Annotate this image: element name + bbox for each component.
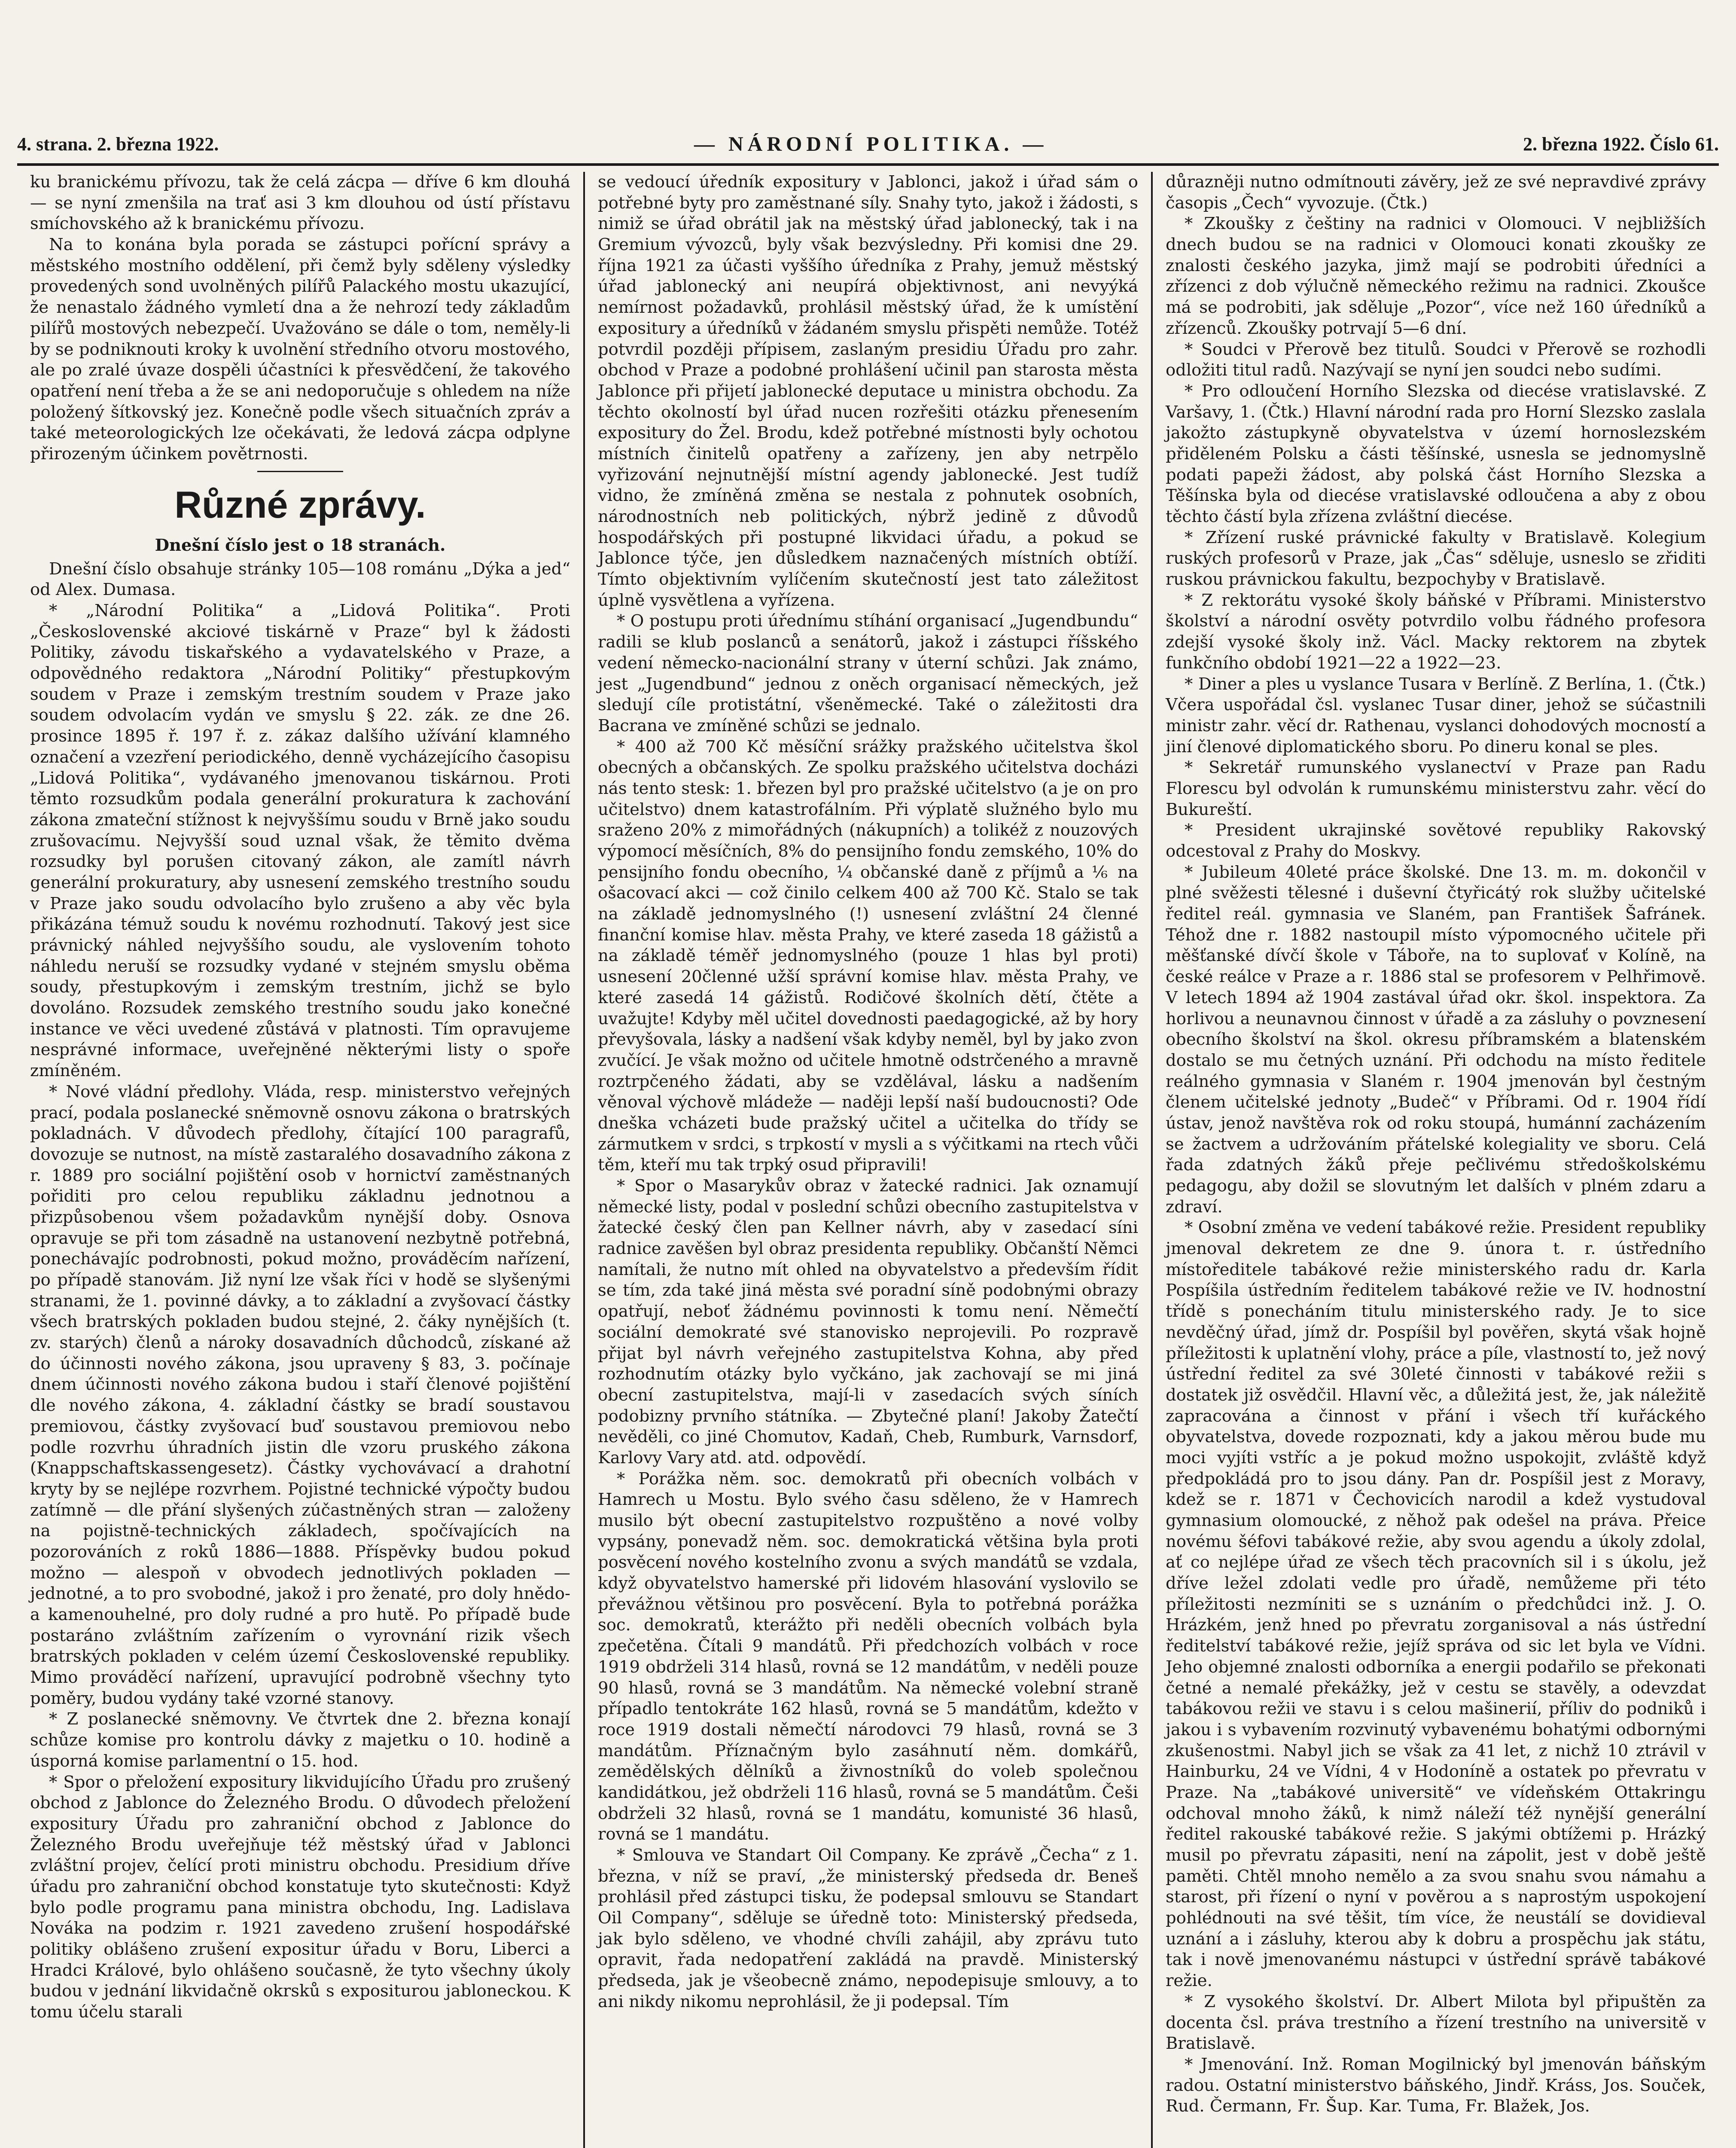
section-title: Různé zprávy. — [174, 483, 426, 526]
news-item: * Z rektorátu vysoké školy báňské v Příbrami. Ministerstvo školství a národní osvěty potvrdilo volbu řádného profesora zdejší vysoké školy inž. Václ. Macky rektorem na zbytek funkčního období 1921—22 a 1922—23. — [1166, 590, 1706, 673]
news-item: * Z poslanecké sněmovny. Ve čtvrtek dne 2. března konají schůze komise pro kontrolu dávky z majetku o 10. hodině a úsporná komise parlamentní o 15. hod. — [30, 1709, 570, 1771]
article-text: Na to konána byla porada se zástupci pořícní správy a městského mostního oddělení, při čemž byly sděleny výsledky provedených sond uvolněných pilířů Palackého mostu ukazující, že nenastalo žádného vymletí dna a že nehrozí tedy základům pilířů mostových nebezpečí. Uvažováno se dále o tom, neměly-li by se podniknouti kroky k uvolnění středního otvoru mostového, ale po zralé úvaze dospěli účastníci k přesvědčení, že takového opatření není třeba a že se ani nedoporučuje s ohledem na níže položený šítkovský jez. Konečně podle všech situačních zpráv a také meteorologických lze očekávati, že ledová zácpa odplyne přirozeným účinkem povětrnosti. — [30, 235, 570, 464]
header-rule — [17, 163, 1719, 166]
news-item: * Zřízení ruské právnické fakulty v Bratislavě. Kolegium ruských profesorů v Praze, jak „Čas“ sděluje, usneslo se zřiditi ruskou právnickou fakultu, bezpochyby v Bratislavě. — [1166, 528, 1706, 589]
news-item: * Nové vládní předlohy. Vláda, resp. ministerstvo veřejných prací, podala poslanecké sněmovně osnovu zákona o bratrských pokladnách. V důvodech předlohy, čítající 100 paragrafů, dovozuje se nutnost, na místě zastaralého dosavadního zákona z r. 1889 pro sociální pojištění osob v hornictví zaměstnaných pořiditi pro celou republiku základnu jednotnou a přizpůsobenou všem požadavkům nynější doby. Osnova opravuje se při tom zásadně na ustanovení nezbytně potřebná, ponechávajíc podrobnosti, pokud možno, prováděcím nařízení, po případě stanovám. Již nyní lze však říci v hodě se slyšenými stranami, že 1. povinné dávky, a to základní a zvyšovací částky všech bratrských pokladen budou stejné, 2. čáky nynějších (t. zv. starých) členů a nároky dosavadních důchodců, získané až do účinnosti nového zákona, jsou upraveny § 83, 3. počínaje dnem účinnosti nového zákona budou i staří členové pojištění dle nového zákona, 4. základní částky se bradí soustavou premiovou, částky zvyšovací buď soustavou premiovou nebo podle rozvrhu úhradních jistin dle vzoru pruského zákona (Knappschaftskassengesetz). Částky vychovávací a drahotní kryty by se nejlépe rozvrhem. Pojistné technické výpočty budou zatímně — dle přání slyšených zúčastněných stran — založeny na pojistně-technických základech, spočívajících na pozorováních z roků 1886—1888. Příspěvky budou pokud možno — alespoň v obvodech jednotlivých pokladen — jednotné, a to pro svobodné, jakož i pro ženaté, pro doly hnědo- a kamenouhelné, pro doly rudné a pro hutě. Po případě bude postaráno zvláštním zařízením o vyrovnání rizik všech bratrských pokladen v celém území Československé republiky. Mimo prováděcí nařízení, upravující podrobně všechny tyto poměry, budou vydány také vzorné stanovy. — [30, 1082, 570, 1708]
news-item: * Smlouva ve Standart Oil Company. Ke zprávě „Čecha“ z 1. března, v níž se praví, „že ministerský předseda dr. Beneš prohlásil před zástupci tisku, že podepsal smlouvu se Standart Oil Company“, sděluje se úředně toto: Ministerský předseda, jak bylo sděleno, ve vhodné chvíli zahájil, aby zprávu tuto opravit, řada nedopatření zakládá na pravdě. Ministerský předseda, jak je všeobecně známo, nepodepisuje smlouvy, a to ani nikdy nikomu neprohlásil, že ji podepsal. Tím — [598, 1846, 1138, 2011]
news-item: * „Národní Politika“ a „Lidová Politika“. Proti „Československé akciové tiskárně v Praze“ byl k žádosti Politiky, závodu tiskařského a vydavatelského v Praze, a odpovědného redaktora „Národní Politiky“ přestupkovým soudem v Praze i zemským trestním soudem v Praze jako soudem odvolacím vydán ve smyslu § 22. zák. ze dne 26. prosince 1895 ř. 197 ř. z. zákaz dalšího užívání klamného označení a vzezření periodického, denně vycházejícího časopisu „Lidová Politika“, vydávaného jmenovanou tiskárnou. Proti těmto rozsudkům podala generální prokuratura k zachování zákona zmateční stížnost k nejvyššímu soudu v Brně jako soudu zrušovacímu. Nejvyšší soud uznal však, že těmito dvěma rozsudky byl porušen citovaný zákon, ale zamítl návrh generální prokuratury, aby usnesení zemského trestního soudu v Praze jako soudu odvolacího bylo zrušeno a aby věc byla přikázána témuž soudu k novému rozhodnutí. Takový jest sice právnický náhled nejvyššího soudu, ale vyslovením tohoto náhledu neruší se rozsudky vydané v stejném smyslu oběma soudy, přestupkovým i zemským trestním, jichž se bylo dovoláno. Rozsudek zemského trestního soudu jako konečné instance ve věci uvedené zůstává v platnosti. Tím opravujeme nesprávné informace, uveřejněné některými listy o spoře zmíněném. — [30, 601, 570, 1081]
news-item: * Z vysokého školství. Dr. Albert Milota byl připuštěn za docenta čsl. práva trestního a řízení trestního na universitě v Bratislavě. — [1166, 1992, 1706, 2053]
news-item: * President ukrajinské sovětové republiky Rakovský odcestoval z Prahy do Moskvy. — [1166, 821, 1706, 861]
news-item: * Porážka něm. soc. demokratů při obecních volbách v Hamrech u Mostu. Bylo svého času sděleno, že v Hamrech musilo být obecní zastupitelstvo rozpuštěno a nové volby vypsány, ponevadž něm. soc. demokratická většina byla proti posvěcení nového kostelního zvonu a svých mandátů se vzdala, když obyvatelstvo hamerské při lidovém hlasování vyslovilo se převážnou většinou pro posvěcení. Byla to potřebná porážka soc. demokratů, kterážto při neděli obecních volbách byla zpečetěna. Čítali 9 mandátů. Při předchozích volbách v roce 1919 obdrželi 314 hlasů, rovná se 12 mandátům, v neděli pouze 90 hlasů, rovná se 3 mandátům. Na německé volební straně případlo tentokráte 162 hlasů, rovná se 5 mandátům, kdežto v roce 1919 dostali němečtí národovci 79 hlasů, rovná se 3 mandátům. Příznačným bylo zasáhnutí něm. domkářů, zemědělských dělníků a živnostníků do voleb společnou kandidátkou, jež obdrželi 116 hlasů, rovná se 5 mandátům. Češi obdrželi 32 hlasů, rovná se 1 mandátu, komunisté 36 hlasů, rovná se 1 mandátu. — [598, 1469, 1138, 1844]
news-item: * Soudci v Přerově bez titulů. Soudci v Přerově se rozhodli odložiti titul radů. Nazývají se nyní jen soudci nebo sudími. — [1166, 339, 1706, 380]
divider — [257, 471, 343, 472]
article-text: ku branickému přívozu, tak že celá zácpa — dříve 6 km dlouhá — se nyní zmenšila na trať asi 3 km dlouhou od ústí přístavu smíchovského až k branickému přívozu. — [30, 172, 570, 234]
news-item: * Sekretář rumunského vyslanectví v Praze pan Radu Florescu byl odvolán k rumunskému ministerstvu zahr. věcí do Bukureští. — [1166, 758, 1706, 819]
news-item: * Jubileum 40leté práce školské. Dne 13. m. m. dokončil v plné svěžesti tělesné i duševní čtyřicátý rok služby učitelské ředitel reál. gymnasia ve Slaném, pan František Šafránek. Téhož dne r. 1882 nastoupil místo výpomocného učitele při měšťanské dívčí škole v Táboře, na to suplovať v Kolíně, na české reálce v Praze a r. 1886 stal se profesorem v Pelhřimově. V letech 1894 až 1904 zastával úřad okr. škol. inspektora. Za horlivou a neunavnou činnost v úřadě a za zásluhy o povznesení obecního školství na škol. okresu příbramském a blatenském dostalo se mu četných uznání. Při odchodu na místo ředitele reálného gymnasia v Slaném r. 1904 jmenován byl čestným členem učitelské jednoty „Budeč“ v Příbrami. Od r. 1904 řídí ústav, jenož navštěva rok od roku stoupá, humánní zacházením se žactvem a udržováním přátelské kolegiality ve sboru. Celá řada zdatných žáků přejе pečlivému středoškolskému pedagogu, aby dožil se slovutným let dalších v plném zdaru a zdraví. — [1166, 862, 1706, 1217]
column-3 — [1151, 172, 1719, 2148]
news-item: * 400 až 700 Kč měsíční srážky pražského učitelstva škol obecných a občanských. Ze spolku pražského učitelstva docházi nás tento stesk: 1. březen byl pro pražské učitelstvo (a je on pro učitelstvo) dnem katastrofálním. Při výplatě služného bylo mu sraženo 20% z mimořádných (nákupních) a tolikéž z nouzových výpomocí měsíčních, 8% do pensijního fondu zemského, 10% do pensijního fondu obecního, ¼ občanské daně z příjmů a ⅙ na ošacovací akci — což činilo celkem 400 až 700 Kč. Stalo se tak na základě jednomyslného (!) usnesení zvláštní 24 členné finanční komise hlav. města Prahy, ve které zaseda 18 gážistů a na základě téměř jednomyslného (pouze 1 hlas byl proti) usnesení 20členné užší správní komise hlav. města Prahy, ve které zasedá 14 gážistů. Rodičové školních dětí, čtěte a uvažujte! Kdyby měl učitel dovednosti paedagogické, až by hory převyšovala, lásky a nadšení však kdyby neměl, byl by jako zvon zvučící. Je však možno od učitele hmotně odstrčeného a mravně roztrpčeného žádati, aby se vzdělával, lásku a nadšením věnoval výchově mládeže — naději lepší naší budoucnosti? Ode dneška vcházeti bude pražský učitel a učitelka do třídy se zármutkem v srdci, s trpkostí v mysli a s výčitkami na rtech vůči těm, kteří mu tak trpký osud připravili! — [598, 737, 1138, 1175]
news-item: * Zkoušky z češtiny na radnici v Olomouci. V nejbližších dnech budou se na radnici v Olomouci konati zkoušky ze znalosti českého jazyka, jimž mají se podrobiti úředníci a zřízenci z dob výlučně německého režimu na radnici. Zkoušce má se podrobiti, jak sděluje „Pozor“, více než 160 úředníků a zřízenců. Zkoušky potrvají 5—6 dní. — [1166, 214, 1706, 338]
news-item: * Spor o Masarykův obraz v žatecké radnici. Jak oznamují německé listy, podal v poslední schůzi obecního zastupitelstva v žatecké český člen pan Kellner návrh, aby v zasedací síni radnice zavěšen byl obraz presidenta republiky. Občanští Němci namítali, že nutno mít ohled na obyvatelstvo a především řídit se tím, zda také jiná města své poradní síně podobnými obrazy opatřují, neboť žádnému povinnosti k tomu není. Němečtí sociální demokraté své stanovisko neprojevili. Po rozpravě přijat byl návrh veřejného zastupitelstva Kohna, aby před rozhodnutím otázky bylo vyčkáno, jak zachovají se mi jiná obecní zastupitelstva, mají-li v zasedacích svých síních podobizny prvního státníka. — Zbytečné planí! Jakoby Žatečtí nevěděli, co jiné Chomutov, Kadaň, Cheb, Rumburk, Varnsdorf, Karlovy Vary atd. atd. odpovědí. — [598, 1176, 1138, 1468]
columns — [17, 172, 1719, 2148]
news-item: důrazněji nutno odmítnouti závěry, jež ze své nepravdivé zprávy časopis „Čech“ vyvozuje. (Čtk.) — [1166, 172, 1706, 213]
news-item: * O postupu proti úřednímu stíhání organisací „Jugendbundu“ radili se klub poslanců a senátorů, jakož i zástupci říšského vedení německo-nacionální strany v úterní schůzi. Jak známo, jest „Jugendbund“ jednou z oněch organisací německých, jež sledují cíle protistátní, všeněmecké. Také o záležitosti dra Bacrana ve zmíněné schůzi se jednalo. — [598, 611, 1138, 735]
column-2 — [583, 172, 1151, 2148]
news-item: * Diner a ples u vyslance Tusara v Berlíně. Z Berlína, 1. (Čtk.) Včera uspořádal čsl. vyslanec Tusar diner, jehož se súčastnili ministr zahr. věcí dr. Rathenau, vyslanci dohodových mocností a jiní členové diplomatického sboru. Po dineru konal se ples. — [1166, 674, 1706, 757]
news-item: Dnešní číslo obsahuje stránky 105—108 románu „Dýka a jed“ od Alex. Dumasa. — [30, 559, 570, 600]
news-item: se vedoucí úředník expositury v Jablonci, jakož i úřad sám o potřebné byty pro zaměstnané síly. Snahy tyto, jakož i žádosti, s nimiž se úřad obrátil jak na městský úřad jablonecký, tak i na Gremium vývozců, byly však bezvýsledny. Při komisi dne 29. října 1921 za účasti vyššího úředníka z Prahy, jemuž městský úřad jablonecký ani neupírá objektivnost, ani nevyýká nemírnost požadavků, prohlásil městský úřad, že k umístění expositury a úředníků v žádaném smyslu přispěti nemůže. Totéž potvrdil později přípisem, zaslaným presidiu Úřadu pro zahr. obchod v Praze a podobné prohlášení učinil pan starosta města Jablonce při přijetí jablonecké deputace u ministra obchodu. Za těchto okolností byl úřad nucen rozřešiti otázku přenesením expositury do Žel. Brodu, kdež potřebné místnosti byly ochotou místních činitelů opatřeny a zařízeny, jen aby netrpělo vyřizování nejnutnější místní agendy jablonecké. Jest tudíž vidno, že zmíněná změna se nestala z pohnutek osobních, národnostních neb politických, nýbrž jedině z důvodů hospodářských při postupné likvidaci úřadu, a pokud se Jablonce týče, jen důsledkem naznačených místních obtíží. Tímto objektivním vylíčením skutečností jest tato záležitost úplně vysvětlena a vyřízena. — [598, 172, 1138, 610]
news-item: * Jmenování. Inž. Roman Mogilnický byl jmenován báňským radou. Ostatní ministerstvo báňského, Jindř. Kráss, Jos. Souček, Rud. Čermann, Fr. Šup. Kar. Tuma, Fr. Blažek, Jos. — [1166, 2054, 1706, 2116]
news-item: * Spor o přeložení expositury likvidujícího Úřadu pro zrušený obchod z Jablonce do Železného Brodu. O důvodech přeložení expositury Úřadu pro zahraniční obchod z Jablonce do Železného Brodu uveřejňuje též městský úřad v Jablonci zvláštní projev, čelící proti ministru obchodu. Presidium dříve úřadu pro zahraniční obchod konstatuje tyto skutečnosti: Když bylo podle programu pana ministra obchodu, Ing. Ladislava Nováka na podzim r. 1921 zavedeno zrušení hospodářské politiky oblášeno zrušení expositur úřadu v Boru, Liberci a Hradci Králové, bylo ohlášeno současně, že tyto všechny úkoly budou v jednání likvidačně okrsků s expositurou jabloneckou. K tomu účelu starali — [30, 1772, 570, 2022]
news-item: * Pro odloučení Horního Slezska od diecése vratislavské. Z Varšavy, 1. (Čtk.) Hlavní národní rada pro Horní Slezsko zaslala jakožto zástupkyně obyvatelstva v území hornoslezském přiděleném Polsku a části těšínské, usnesla se jednomyslně podati papeži žádost, aby polská část Horního Slezska a Těšínska byla od diecése vratislavské odloučena a aby z obou těchto částí byla zřízena zvláštní diecése. — [1166, 381, 1706, 526]
page-header — [17, 129, 1719, 159]
masthead: — NÁRODNÍ POLITIKA. — — [694, 132, 1048, 156]
news-item: * Osobní změna ve vedení tabákové režie. President republiky jmenoval dekretem ze dne 9. února t. r. ústředního místoředitele tabákové režie ministerského radu dr. Karla Pospíšila ústředním ředitelem tabákové režie ve IV. hodnostní třídě s ponecháním titulu ministerského rady. Je to sice nevděčný úřad, jímž dr. Pospíšil byl pověřen, skytá však hojně příležitosti k uplatnění vlohy, práce a píle, vlastností to, jež nový ústřední ředitel za své 30leté činnosti v tabákové režii s dostatek již osvědčil. Hlavní věc, a důležitá jest, že, jak náležitě zapracována a činnost v přání i všech tří kuřáckého obyvatelstva, dovede rozpoznati, kdy a jakou měrou bude mu moci vyjíti vstříc a je pokud možno uspokojit, zvláště když předpokládá pro to jsou dány. Pan dr. Pospíšil jest z Moravy, kdež se r. 1871 v Čechovicích narodil a kdež vystudoval gymnasium olomoucké, z něhož pak odešel na práva. Přeice novému šéfovi tabákové režie, aby svou agendu a úkoly zdolal, ať co nejlépe úřad ze všech těch pracovních sil i s úkolu, jež dříve ležel zdolati vedle pro úřadě, nemůžeme při této příležitosti nezmíniti se s uznáním o předchůdci inž. J. O. Hrázkém, jenž hned po převratu zorganisoval a nás ústřední ředitelství tabákové režie, jejíž správa od sic let byla ve Vídni. Jeho objemné znalosti odborníka a energii podařilo se překonati četné a nemalé překážky, jež v cestu se stavěly, a odevzdat tabákovou režii ve stavu i s celou mašinerií, příliv do podniků i jakou i s vybavením rozvinutý vybavenému bohatými odbornými zkušenostmi. Nabyl jich se však za 41 let, z nichž 10 ztrávil v Hainburku, 24 ve Vídni, 4 v Hodoníně a ostatek po převratu v Praze. Na „tabákové universitě“ ve vídeňském Ottakringu odchoval mnoho žáků, k nimž náleží též nynější generální ředitel rakouské tabákové režie. S jakými obtížemi p. Hrázký musil po převratu zápasiti, není na zápolit, jest v době ještě paměti. Chtěl mnoho nemělo a za svou snahu svou námahu a starost, při řízení o nyní v pověrou a s naprostým uspokojení pohlédnouti na své těšit, tím více, že neustálí se dovidieval uznání a i zásluhy, kterou aby k dobru a prospěchu jak státu, tak i nově jmenovanému nástupci v ústřední správě tabákové režie. — [1166, 1218, 1706, 1991]
header-right: 2. března 1922. Číslo 61. — [1523, 133, 1719, 155]
column-1 — [17, 172, 583, 2148]
subheading: Dnešní číslo jest o 18 stranách. — [155, 535, 446, 555]
header-left: 4. strana. 2. března 1922. — [17, 133, 219, 155]
